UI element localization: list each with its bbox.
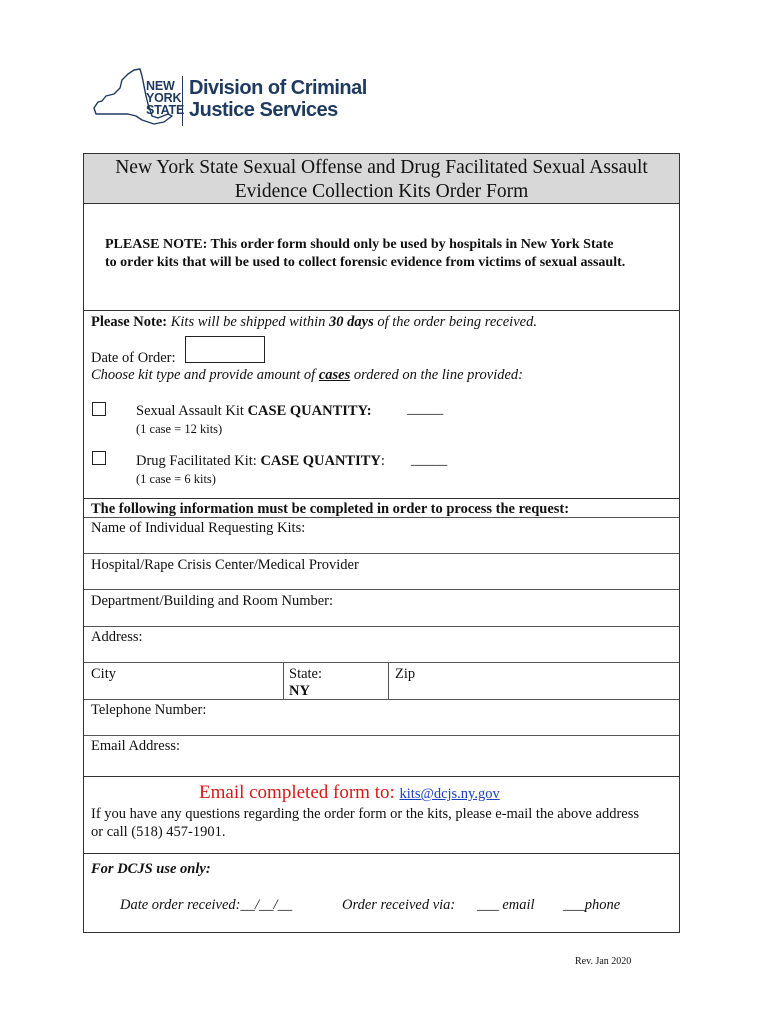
row-divider (84, 553, 679, 554)
logo-state: STATE (146, 103, 185, 117)
questions-line2: or call (518) 457-1901. (91, 824, 226, 840)
kit-type-instructions (91, 366, 523, 384)
drug-facilitated-kit-qty-label: CASE QUANTITY (260, 453, 381, 469)
kit-type-instructions-cases: cases (318, 367, 351, 383)
hospital-field[interactable]: Hospital/Rape Crisis Center/Medical Provider (91, 557, 359, 573)
revision-date: Rev. Jan 2020 (575, 956, 632, 967)
shipping-note (91, 313, 537, 331)
email-link[interactable]: kits@dcjs.ny.gov (399, 786, 500, 802)
order-received-via-label: Order received via: (342, 897, 456, 913)
shipping-note-post: of the order being received. (377, 314, 537, 330)
row-divider (84, 626, 679, 627)
form-title (84, 154, 679, 204)
state-label: State: (289, 666, 323, 682)
sexual-assault-kit-qty-label: CASE QUANTITY: (247, 403, 372, 419)
row-divider (84, 735, 679, 736)
date-order-received: Date order received:__/__/__ (120, 897, 293, 913)
column-divider (283, 662, 284, 699)
logo-york: YORK (146, 91, 182, 105)
drug-facilitated-kit-label: Drug Facilitated Kit: (136, 453, 257, 469)
telephone-field[interactable]: Telephone Number: (91, 702, 207, 718)
drug-facilitated-kit-quantity-line[interactable]: _____ (411, 452, 448, 468)
state-value: NY (289, 683, 310, 699)
section-divider (84, 310, 679, 311)
form-title-line1: New York State Sexual Offense and Drug Facilitated Sexual Assault (115, 157, 648, 178)
dcjs-logo (88, 62, 388, 132)
required-info-heading: The following information must be completed in order to process the request: (91, 501, 570, 517)
notice-line1: PLEASE NOTE: This order form should only be used by hospitals in New York State (105, 237, 614, 252)
zip-field[interactable]: Zip (395, 666, 416, 682)
shipping-note-label: Please Note: (91, 314, 168, 330)
department-field[interactable]: Department/Building and Room Number: (91, 593, 334, 609)
date-of-order-field[interactable] (185, 336, 265, 363)
section-divider (84, 498, 679, 499)
drug-facilitated-kit-row (136, 452, 385, 470)
address-field[interactable]: Address: (91, 629, 143, 645)
column-divider (388, 662, 389, 699)
dcjs-use-heading: For DCJS use only: (91, 861, 211, 877)
row-divider (84, 662, 679, 663)
shipping-note-days: 30 days (329, 314, 374, 330)
kit-type-instructions-post: ordered on the line provided: (353, 367, 523, 383)
date-of-order-label: Date of Order: (91, 350, 176, 366)
drug-facilitated-kit-qty-colon: : (380, 453, 385, 469)
city-field[interactable]: City (91, 666, 116, 682)
sexual-assault-kit-row (136, 402, 372, 420)
questions-line1: If you have any questions regarding the order form or the kits, please e-mail the above address (91, 806, 639, 822)
row-divider (84, 699, 679, 700)
form-title-line2: Evidence Collection Kits Order Form (234, 181, 529, 202)
email-prompt: Email completed form to: (199, 782, 395, 803)
shipping-note-pre: Kits will be shipped within (170, 314, 326, 330)
drug-facilitated-kit-case-note: (1 case = 6 kits) (136, 472, 216, 486)
sexual-assault-kit-checkbox[interactable] (92, 402, 106, 416)
notice-line2: to order kits that will be used to collect forensic evidence from victims of sexual assault. (105, 255, 626, 270)
section-divider (84, 853, 679, 854)
email-instructions (199, 782, 500, 805)
row-divider (84, 589, 679, 590)
logo-agency-line1: Division of Criminal (189, 77, 367, 99)
received-via-email: ___ email (477, 897, 535, 913)
email-field[interactable]: Email Address: (91, 738, 181, 754)
logo-agency-line2: Justice Services (189, 99, 338, 121)
drug-facilitated-kit-checkbox[interactable] (92, 451, 106, 465)
received-via-phone: ___phone (563, 897, 621, 913)
requester-name-field[interactable]: Name of Individual Requesting Kits: (91, 520, 306, 536)
logo-divider (182, 76, 183, 126)
sexual-assault-kit-label: Sexual Assault Kit (136, 403, 244, 419)
sexual-assault-kit-quantity-line[interactable]: _____ (407, 401, 444, 417)
row-divider (84, 517, 679, 518)
sexual-assault-kit-case-note: (1 case = 12 kits) (136, 422, 223, 436)
kit-type-instructions-pre: Choose kit type and provide amount of (91, 367, 316, 383)
logo-new: NEW (146, 79, 175, 93)
section-divider (84, 776, 679, 777)
